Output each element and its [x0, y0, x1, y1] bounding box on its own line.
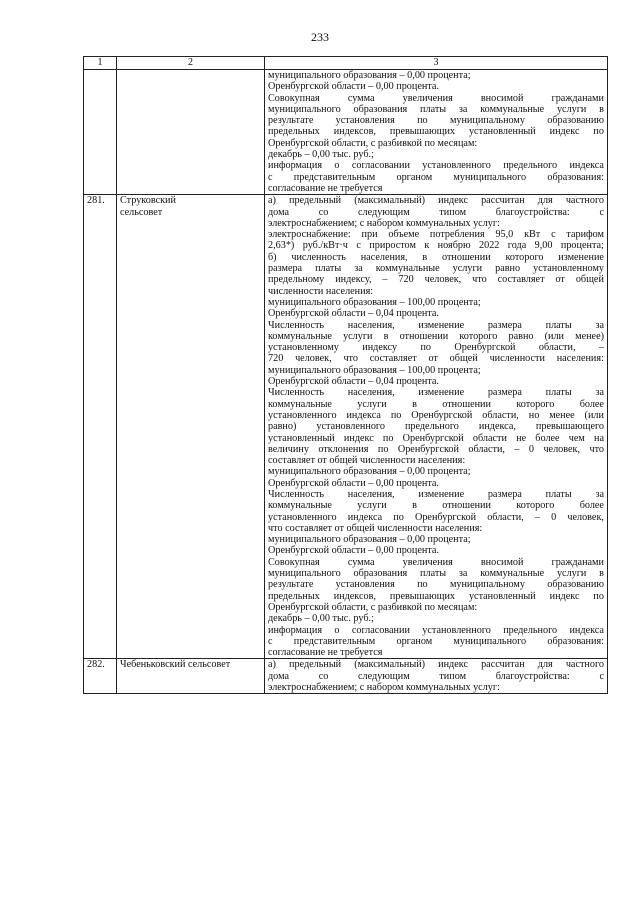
row-number-cell	[84, 70, 117, 195]
text-line: Оренбургской области – 0,00 процента.	[268, 81, 439, 93]
text-line: Оренбургской области – 0,00 процента.	[268, 477, 439, 489]
text-line: установленному индексу по Оренбургской области, –	[268, 342, 604, 354]
municipality-name-cell	[117, 70, 265, 195]
header-cell-3: 3	[265, 57, 608, 70]
municipality-name-line: Чебеньковский сельсовет	[120, 659, 231, 671]
text-line: муниципального образования платы за коммунальные услуги в	[268, 103, 604, 115]
text-line: муниципального образования – 100,00 процента;	[268, 296, 481, 308]
text-line: установленного индекса по Оренбургской области, но менее (или	[268, 409, 604, 421]
table-row	[84, 70, 608, 195]
text-line: Совокупная сумма увеличения вносимой гражданами	[268, 556, 604, 568]
text-line: Численность населения, изменение размера платы за	[268, 319, 604, 331]
text-line: согласование не требуется	[268, 647, 383, 659]
document-table	[83, 56, 608, 694]
text-line: муниципального образования – 0,00 процента;	[268, 534, 471, 546]
text-line: дома со следующим типом благоустройства: с	[268, 670, 604, 682]
text-line: величину отклонения по Оренбургской области, – 0 человек, что	[268, 443, 604, 455]
text-line: коммунальные услуги в отношении которого равно (или менее)	[268, 330, 604, 342]
text-line: Оренбургской области – 0,00 процента.	[268, 545, 439, 557]
text-line: муниципального образования – 0,00 процента;	[268, 70, 471, 81]
text-line: муниципального образования платы за коммунальные услуги в	[268, 568, 604, 580]
table-row	[84, 659, 608, 694]
text-line: численности населения:	[268, 285, 374, 297]
text-line: установленный индекс по Оренбургской области не более чем на	[268, 432, 604, 444]
text-line: коммунальные услуги в отношении которого более	[268, 398, 604, 410]
text-line: муниципального образования – 0,00 процента;	[268, 466, 471, 478]
text-line: Оренбургской области – 0,04 процента.	[268, 376, 439, 388]
text-line: с представительным органом муниципального образования:	[268, 171, 604, 183]
text-line: что составляет от общей численности населения:	[268, 522, 483, 534]
text-line: электроснабжением; с набором коммунальных услуг:	[268, 217, 500, 229]
text-line: декабрь – 0,00 тыс. руб.;	[268, 149, 374, 161]
row-number-cell: 282.	[84, 659, 117, 694]
text-line: Численность населения, изменение размера платы за	[268, 387, 604, 399]
text-line: 2,63*) руб./кВт·ч с приростом к ноябрю 2022 года 9,00 процента;	[268, 240, 604, 252]
text-line: с представительным органом муниципального образования:	[268, 635, 604, 647]
text-line: муниципального образования – 100,00 процента;	[268, 364, 481, 376]
header-cell-2: 2	[117, 57, 265, 70]
text-line: дома со следующим типом благоустройства: с	[268, 206, 604, 218]
table-header-row	[84, 57, 608, 70]
table-row	[84, 195, 608, 659]
text-line: согласование не требуется	[268, 182, 383, 194]
text-line: результате установления по муниципальному образованию	[268, 579, 604, 591]
text-line: Оренбургской области, с разбивкой по месяцам:	[268, 137, 478, 149]
municipality-name-cell	[117, 659, 265, 694]
page-number: 233	[311, 30, 329, 44]
text-line: предельных индексов, превышающих установленный индекс по	[268, 590, 604, 602]
municipality-name-cell	[117, 195, 265, 659]
description-cell	[265, 195, 608, 659]
text-line: предельных индексов, превышающих установленный индекс по	[268, 126, 604, 138]
text-line: б) численность населения, в отношении которого изменение	[268, 251, 604, 263]
text-line: электроснабжением; с набором коммунальных услуг:	[268, 682, 500, 694]
text-line: составляет от общей численности населения:	[268, 455, 466, 467]
text-line: информация о согласовании установленного предельного индекса	[268, 624, 604, 636]
text-line: установленного индекса по Оренбургской области, – 0 человек,	[268, 511, 604, 523]
description-cell	[265, 70, 608, 195]
description-cell	[265, 659, 608, 694]
text-line: предельному индексу, – 720 человек, что составляет от общей	[268, 274, 604, 286]
text-line: Оренбургской области – 0,04 процента.	[268, 308, 439, 320]
text-line: коммунальные услуги в отношении которого более	[268, 500, 604, 512]
municipality-name-line: Струковский	[120, 195, 176, 207]
text-line: Оренбургской области, с разбивкой по месяцам:	[268, 601, 478, 613]
text-line: информация о согласовании установленного предельного индекса	[268, 160, 604, 172]
text-line: размера платы за коммунальные услуги равно установленному	[268, 263, 604, 275]
text-line: равно) установленного предельного индекса, превышающего	[268, 421, 604, 433]
text-line: а) предельный (максимальный) индекс рассчитан для частного	[268, 659, 604, 671]
text-line: Численность населения, изменение размера платы за	[268, 488, 604, 500]
text-line: результате установления по муниципальному образованию	[268, 115, 604, 127]
text-line: декабрь – 0,00 тыс. руб.;	[268, 613, 374, 625]
text-line: Совокупная сумма увеличения вносимой гражданами	[268, 92, 604, 104]
text-line: а) предельный (максимальный) индекс рассчитан для частного	[268, 195, 604, 207]
row-number-cell: 281.	[84, 195, 117, 659]
header-cell-1: 1	[84, 57, 117, 70]
text-line: 720 человек, что составляет от общей численности населения:	[268, 353, 604, 365]
municipality-name-line: сельсовет	[120, 206, 163, 218]
text-line: электроснабжение: при объеме потребления 95,0 кВт с тарифом	[268, 229, 604, 241]
